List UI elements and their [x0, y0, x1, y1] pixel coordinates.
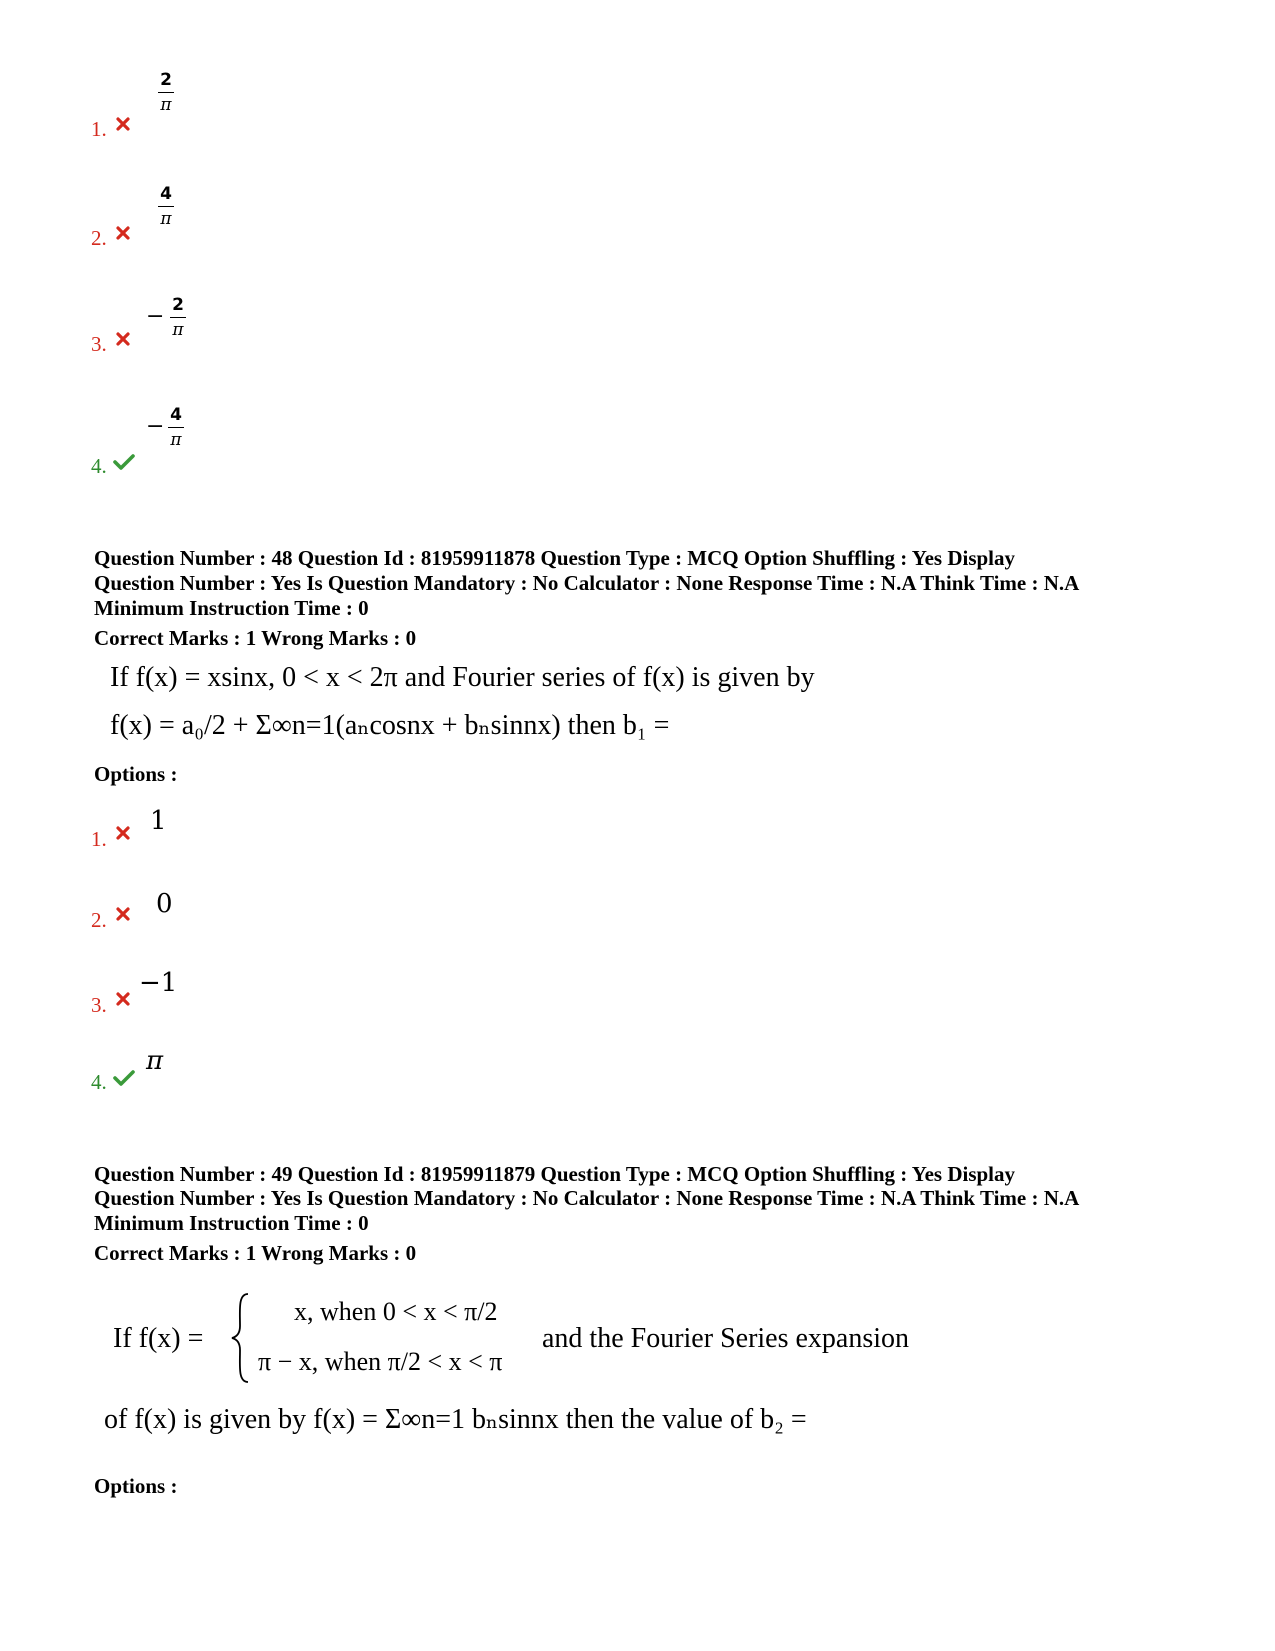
numerator: 4 [170, 405, 182, 425]
option-number: 3. [91, 993, 107, 1017]
option-fraction [168, 405, 184, 449]
question-meta-line1: Question Number : 49 Question Id : 81959911879 Question Type : MCQ Option Shuffling : Yes Display [94, 1162, 1016, 1186]
question-meta-line3: Minimum Instruction Time : 0 [94, 596, 369, 620]
question-stem-line2: of f(x) is given by f(x) = Σ∞n=1 bₙsinnx then the value of b₂ = [104, 1404, 807, 1435]
question-meta-line2: Question Number : Yes Is Question Mandatory : No Calculator : None Response Time : N.A Think Time : N.A [94, 571, 1080, 595]
minus-sign: − [146, 304, 165, 329]
piecewise-case-2: π − x, when π/2 < x < π [258, 1347, 503, 1376]
option-value: π [146, 1046, 164, 1076]
denominator: π [170, 430, 182, 450]
option-fraction [158, 70, 174, 114]
wrong-x-icon [116, 226, 130, 240]
denominator: π [172, 320, 184, 340]
question-stem-line2: f(x) = a₀/2 + Σ∞n=1(aₙcosnx + bₙsinnx) then b₁ = [110, 710, 670, 741]
option-number: 4. [91, 1070, 107, 1094]
correct-check-icon [113, 453, 135, 471]
piecewise-case-1: x, when 0 < x < π/2 [294, 1297, 498, 1326]
question-meta-line2: Question Number : Yes Is Question Mandatory : No Calculator : None Response Time : N.A Think Time : N.A [94, 1186, 1080, 1210]
option-value: 1 [150, 806, 167, 836]
question-meta-line1: Question Number : 48 Question Id : 81959911878 Question Type : MCQ Option Shuffling : Yes Display [94, 546, 1016, 570]
option-fraction [170, 295, 186, 339]
numerator: 2 [160, 70, 172, 90]
question-meta-line3: Minimum Instruction Time : 0 [94, 1211, 369, 1235]
options-label: Options : [94, 762, 178, 786]
wrong-x-icon [116, 992, 130, 1006]
option-number: 2. [91, 908, 107, 932]
option-number: 3. [91, 332, 107, 356]
option-number: 1. [91, 117, 107, 141]
question-stem-line1: If f(x) = xsinx, 0 < x < 2π and Fourier series of f(x) is given by [110, 662, 815, 693]
correct-check-icon [113, 1069, 135, 1087]
wrong-x-icon [116, 117, 130, 131]
brace-shape [230, 1290, 252, 1386]
question-marks: Correct Marks : 1 Wrong Marks : 0 [94, 1241, 417, 1265]
option-number: 2. [91, 226, 107, 250]
wrong-x-icon [116, 332, 130, 346]
wrong-x-icon [116, 826, 130, 840]
option-fraction [158, 184, 174, 228]
question-stem-tail: and the Fourier Series expansion [542, 1323, 910, 1354]
numerator: 4 [160, 184, 172, 204]
numerator: 2 [172, 295, 184, 315]
denominator: π [160, 95, 172, 115]
option-number: 4. [91, 454, 107, 478]
denominator: π [160, 209, 172, 229]
minus-sign: − [146, 414, 165, 439]
question-stem-lead: If f(x) = [113, 1323, 204, 1354]
wrong-x-icon [116, 907, 130, 921]
option-number: 1. [91, 827, 107, 851]
option-value: 0 [156, 889, 173, 919]
options-label: Options : [94, 1474, 178, 1498]
question-marks: Correct Marks : 1 Wrong Marks : 0 [94, 626, 417, 650]
option-value: −1 [139, 968, 178, 998]
